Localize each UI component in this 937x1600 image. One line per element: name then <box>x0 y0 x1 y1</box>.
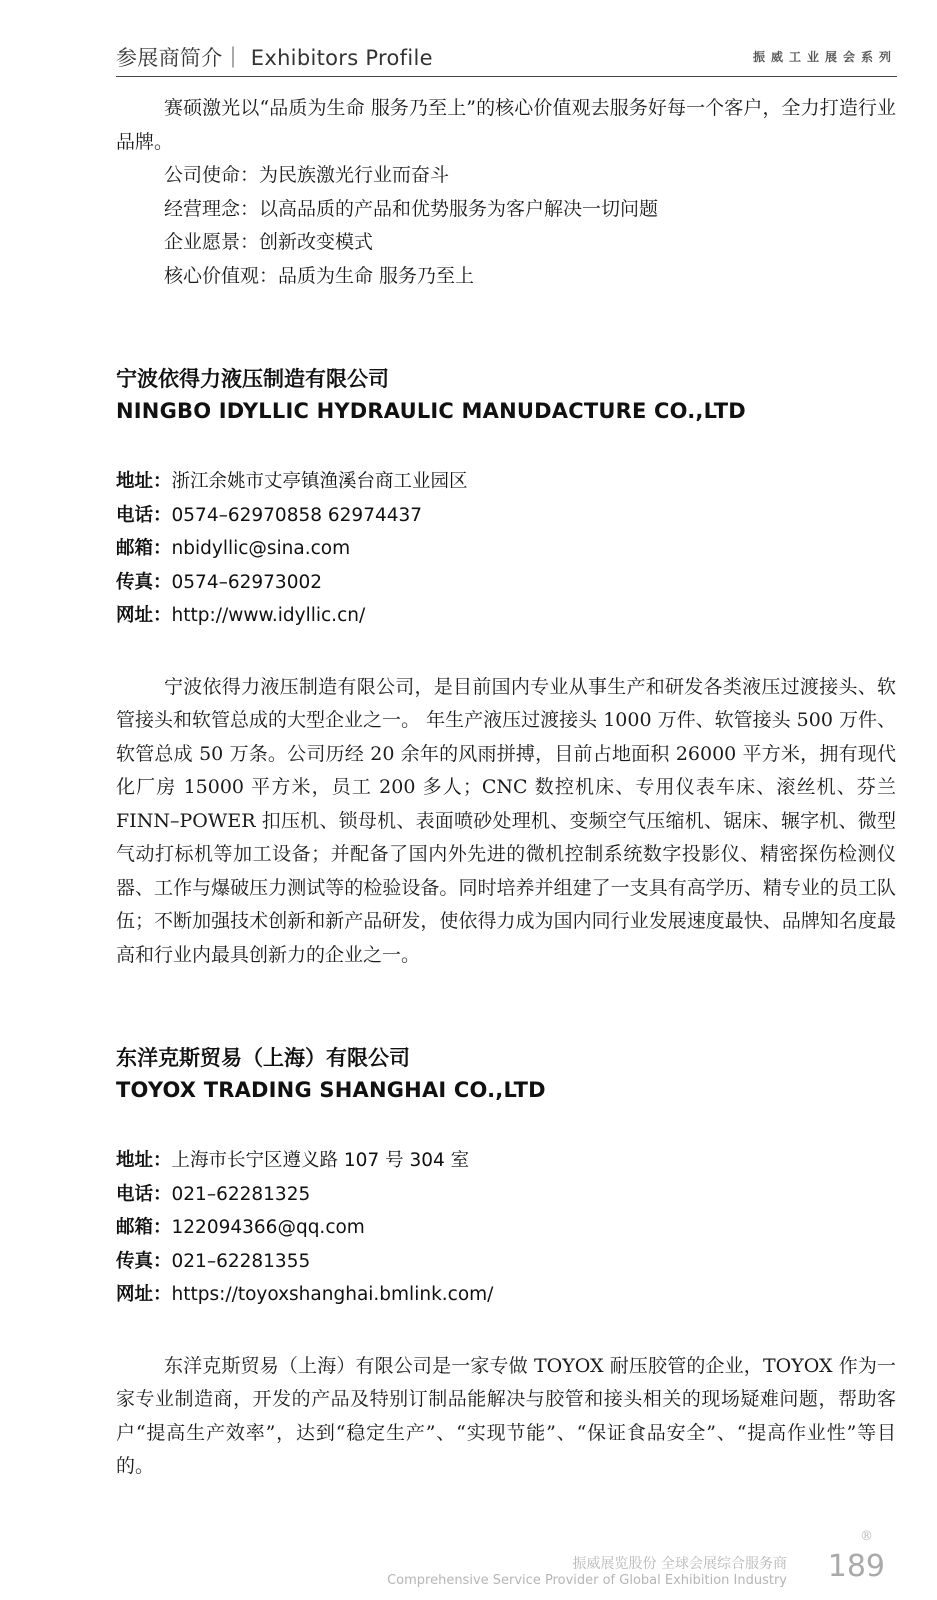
company-name-cn: 宁波依得力液压制造有限公司 <box>116 367 389 391</box>
page-content <box>116 92 896 1484</box>
contact-label: 传真： <box>116 571 172 593</box>
footer-slogan-en: Comprehensive Service Provider of Global Exhibition Industry <box>387 1573 787 1588</box>
intro-section <box>116 92 896 293</box>
contact-value: 122094366@qq.com <box>171 1217 365 1238</box>
contact-email <box>116 1211 896 1245</box>
contact-address <box>116 465 896 499</box>
contact-label: 地址： <box>116 471 172 492</box>
contact-value: 浙江余姚市丈亭镇渔溪台商工业园区 <box>171 471 468 492</box>
page-number: 189 <box>827 1549 885 1584</box>
header-series: 振威工业展会系列 <box>752 50 897 64</box>
contact-value: 021–62281355 <box>171 1250 311 1272</box>
contact-label: 传真： <box>116 1250 172 1272</box>
contact-fax <box>116 1245 896 1279</box>
registered-mark: ® <box>860 1529 873 1544</box>
company-name-en: NINGBO IDYLLIC HYDRAULIC MANUDACTURE CO.,LTD <box>116 399 746 423</box>
contact-value: https://toyoxshanghai.bmlink.com/ <box>171 1284 494 1305</box>
contact-value: 上海市长宁区遵义路 107 号 304 室 <box>171 1150 470 1171</box>
company-1-section <box>116 363 896 972</box>
company-2-section <box>116 1042 896 1484</box>
contact-website <box>116 599 896 633</box>
footer-slogan: 振威展览股份 全球会展综合服务商 <box>572 1556 787 1572</box>
page-header <box>116 38 897 77</box>
contact-address <box>116 1144 896 1178</box>
contact-value: 021–62281325 <box>171 1183 311 1205</box>
contact-value: http://www.idyllic.cn/ <box>171 605 366 626</box>
contact-label: 邮箱： <box>116 538 172 559</box>
contact-phone <box>116 499 896 533</box>
company-description: 东洋克斯贸易（上海）有限公司是一家专做 TOYOX 耐压胶管的企业，TOYOX 作为一家专业制造商，开发的产品及特别订制品能解决与胶管和接头相关的现场疑难问题，帮助客户“提高生产效率”，达到“稳定生产”、“实现节能”、“保证食品安全”、“提高作业性”等目的。 <box>116 1354 896 1477</box>
contact-label: 电话： <box>116 1183 172 1205</box>
contact-phone <box>116 1178 896 1212</box>
contact-website <box>116 1278 896 1312</box>
contact-list <box>116 465 896 633</box>
intro-line: 核心价值观：品质为生命 服务乃至上 <box>164 264 475 287</box>
contact-value: nbidyllic@sina.com <box>171 538 351 559</box>
contact-value: 0574–62973002 <box>171 571 323 593</box>
intro-line: 经营理念：以高品质的产品和优势服务为客户解决一切问题 <box>164 197 659 220</box>
contact-email <box>116 532 896 566</box>
contact-label: 电话： <box>116 504 172 526</box>
intro-line: 企业愿景：创新改变模式 <box>164 231 374 253</box>
contact-fax <box>116 566 896 600</box>
contact-label: 邮箱： <box>116 1217 172 1238</box>
intro-line: 公司使命：为民族激光行业而奋斗 <box>164 164 450 186</box>
contact-value: 0574–62970858 62974437 <box>171 504 423 526</box>
intro-paragraph: 赛硕激光以“品质为生命 服务乃至上”的核心价值观去服务好每一个客户，全力打造行业品牌。 <box>116 97 896 153</box>
company-name-cn: 东洋克斯贸易（上海）有限公司 <box>116 1046 410 1070</box>
company-description: 宁波依得力液压制造有限公司，是目前国内专业从事生产和研发各类液压过渡接头、软管接头和软管总成的大型企业之一。 年生产液压过渡接头 1000 万件、软管接头 500 万件、软管总成 50 万条。公司历经 20 余年的风雨拼搏，目前占地面积 26000 平方米，拥有现代化厂房 15000 平方米，员工 200 多人；CNC 数控机床、专用仪表车床、滚丝机、芬兰 FINN–POWER 扣压机、锁母机、表面喷砂处理机、变频空气压缩机、锯床、辗字机、微型气动打标机等加工设备；并配备了国内外先进的微机控制系统数字投影仪、精密探伤检测仪器、工作与爆破压力测试等的检验设备。同时培养并组建了一支具有高学历、精专业的员工队伍；不断加强技术创新和新产品研发，使依得力成为国内同行业发展速度最快、品牌知名度最高和行业内最具创新力的企业之一。 <box>116 675 896 966</box>
contact-list <box>116 1144 896 1312</box>
contact-label: 网址： <box>116 605 172 626</box>
contact-label: 网址： <box>116 1284 172 1305</box>
company-name-en: TOYOX TRADING SHANGHAI CO.,LTD <box>116 1078 546 1102</box>
contact-label: 地址： <box>116 1150 172 1171</box>
header-title: 参展商简介｜ Exhibitors Profile <box>116 46 433 70</box>
